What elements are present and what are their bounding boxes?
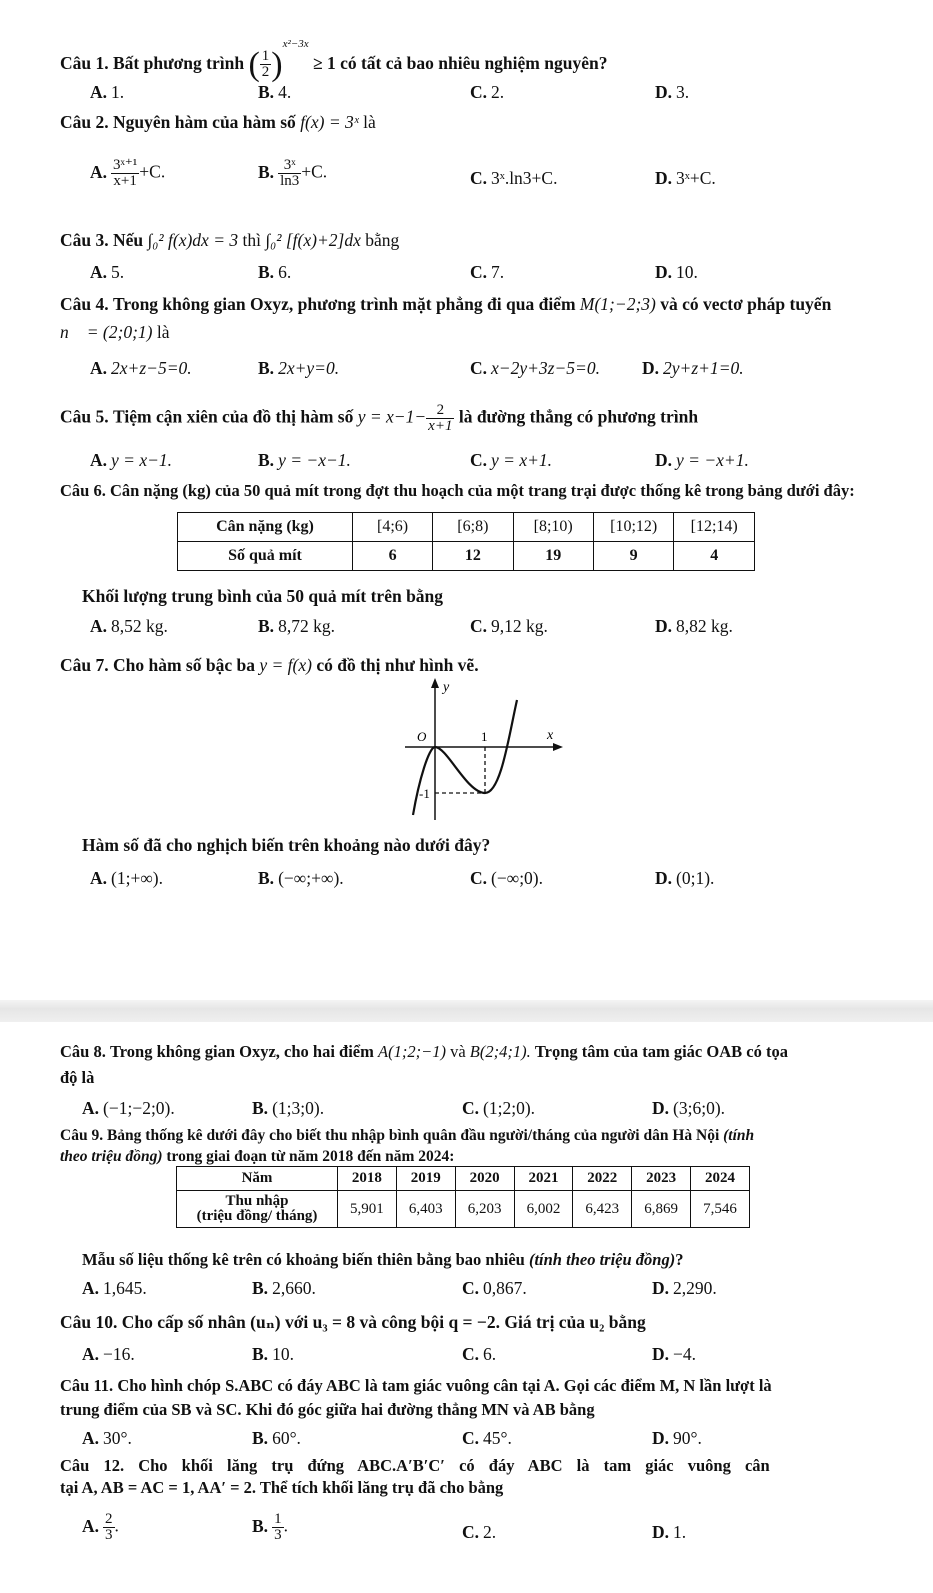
q9-option-a[interactable]: A. 1,645. bbox=[82, 1278, 147, 1298]
q2-stem: Câu 2. Nguyên hàm của hàm số f(x) = 3ˣ là bbox=[60, 112, 376, 132]
q5-option-a[interactable]: A. y = x−1. bbox=[90, 450, 173, 470]
q9-table-cell: 2024 bbox=[691, 1167, 750, 1191]
q2-option-d[interactable]: D. 3ˣ+C. bbox=[655, 168, 716, 188]
q6-option-a[interactable]: A. 8,52 kg. bbox=[90, 616, 168, 636]
q6-table-cell: 9 bbox=[593, 542, 674, 571]
q10-stem: Câu 10. Cho cấp số nhân (uₙ) với u₃ = 8 và công bội q = −2. Giá trị của u₂ bằng bbox=[60, 1312, 646, 1332]
q6-table-cell: [12;14) bbox=[674, 513, 755, 542]
page-separator bbox=[0, 1000, 933, 1022]
q9-table-cell: 6,203 bbox=[455, 1191, 514, 1228]
q8-stem-line2: độ là bbox=[60, 1068, 95, 1087]
q5-option-b[interactable]: B. y = −x−1. bbox=[258, 450, 351, 470]
q4-stem-line2: n⃗ = (2;0;1) là bbox=[60, 322, 170, 342]
q9-table-header-income: Thu nhập (triệu đồng/ tháng) bbox=[177, 1191, 338, 1228]
q4-stem: Câu 4. Trong không gian Oxyz, phương trình mặt phẳng đi qua điểm M(1;−2;3) và có vectơ pháp tuyến bbox=[60, 294, 832, 314]
q7-x-label: x bbox=[547, 728, 554, 743]
q12-option-c[interactable]: C. 2. bbox=[462, 1522, 497, 1542]
q4-option-d[interactable]: D. 2y+z+1=0. bbox=[642, 358, 744, 378]
q8-stem: Câu 8. Trong không gian Oxyz, cho hai điểm A(1;2;−1) và B(2;4;1). Trọng tâm của tam giác OAB có tọa bbox=[60, 1042, 788, 1061]
q9-table-cell: 2018 bbox=[338, 1167, 397, 1191]
q7-origin-label: O bbox=[417, 729, 427, 744]
q8-option-d[interactable]: D. (3;6;0). bbox=[652, 1098, 726, 1118]
q5-option-d[interactable]: D. y = −x+1. bbox=[655, 450, 749, 470]
q9-option-d[interactable]: D. 2,290. bbox=[652, 1278, 717, 1298]
q1-option-c[interactable]: C. 2. bbox=[470, 82, 505, 102]
q6-option-b[interactable]: B. 8,72 kg. bbox=[258, 616, 335, 636]
q6-table-cell: 19 bbox=[513, 542, 593, 571]
q9-table-cell: 6,403 bbox=[396, 1191, 455, 1228]
q6-option-d[interactable]: D. 8,82 kg. bbox=[655, 616, 733, 636]
q9-table-cell: 2023 bbox=[632, 1167, 691, 1191]
q9-table-cell: 2022 bbox=[573, 1167, 632, 1191]
q6-table bbox=[177, 512, 755, 571]
q11-option-b[interactable]: B. 60°. bbox=[252, 1428, 301, 1448]
q5-stem: Câu 5. Tiệm cận xiên của đồ thị hàm số y = x−1− $\frac{2}{x+1}$ là đường thẳng có phương trình bbox=[60, 402, 699, 434]
q7-option-b[interactable]: B. (−∞;+∞). bbox=[258, 868, 344, 888]
q4-option-b[interactable]: B. 2x+y=0. bbox=[258, 358, 340, 378]
q9-table-cell: 6,423 bbox=[573, 1191, 632, 1228]
q9-table bbox=[176, 1166, 750, 1228]
q6-table-cell: [4;6) bbox=[352, 513, 432, 542]
q12-option-d[interactable]: D. 1. bbox=[652, 1522, 687, 1542]
q6-question: Khối lượng trung bình của 50 quả mít trên bằng bbox=[82, 586, 444, 606]
q1-option-b[interactable]: B. 4. bbox=[258, 82, 292, 102]
q4-option-c[interactable]: C. x−2y+3z−5=0. bbox=[470, 358, 600, 378]
q6-table-cell: [8;10) bbox=[513, 513, 593, 542]
q7-y-arrow bbox=[431, 678, 439, 688]
q9-table-cell: 7,546 bbox=[691, 1191, 750, 1228]
q7-tick-neg1: -1 bbox=[419, 786, 430, 801]
q6-table-header-weight: Cân nặng (kg) bbox=[178, 513, 353, 542]
q12-stem-line2: tại A, AB = AC = 1, AA′ = 2. Thể tích khối lăng trụ đã cho bằng bbox=[60, 1478, 504, 1497]
q2-option-c[interactable]: C. 3ˣ.ln3+C. bbox=[470, 168, 558, 188]
q7-question: Hàm số đã cho nghịch biến trên khoảng nào dưới đây? bbox=[82, 835, 491, 855]
q3-option-c[interactable]: C. 7. bbox=[470, 262, 505, 282]
q11-option-c[interactable]: C. 45°. bbox=[462, 1428, 512, 1448]
q3-option-d[interactable]: D. 10. bbox=[655, 262, 698, 282]
q7-option-a[interactable]: A. (1;+∞). bbox=[90, 868, 164, 888]
q9-table-cell: 2019 bbox=[396, 1167, 455, 1191]
q7-option-c[interactable]: C. (−∞;0). bbox=[470, 868, 544, 888]
q11-stem: Câu 11. Cho hình chóp S.ABC có đáy ABC là tam giác vuông cân tại A. Gọi các điểm M, N lần lượt là bbox=[60, 1376, 772, 1395]
q9-table-header-year: Năm bbox=[177, 1167, 338, 1191]
q4-option-a[interactable]: A. 2x+z−5=0. bbox=[90, 358, 192, 378]
q8-option-a[interactable]: A. (−1;−2;0). bbox=[82, 1098, 175, 1118]
q7-y-label: y bbox=[443, 680, 450, 695]
q2-option-a[interactable]: A. $\frac{\text{3ˣ⁺¹}}{x+1}$ +C. bbox=[90, 157, 166, 189]
q3-option-b[interactable]: B. 6. bbox=[258, 262, 292, 282]
q11-stem-line2: trung điểm của SB và SC. Khi đó góc giữa hai đường thẳng MN và AB bằng bbox=[60, 1400, 595, 1419]
q7-graph bbox=[395, 675, 570, 825]
q1-label: Câu 1. bbox=[60, 53, 109, 73]
q9-stem: Câu 9. Bảng thống kê dưới đây cho biết thu nhập bình quân đầu người/tháng của người dân Hà Nội (tính bbox=[60, 1127, 755, 1144]
q9-stem-line2: theo triệu đồng) trong giai đoạn từ năm 2018 đến năm 2024: bbox=[60, 1148, 455, 1165]
q8-option-b[interactable]: B. (1;3;0). bbox=[252, 1098, 325, 1118]
q5-option-c[interactable]: C. y = x+1. bbox=[470, 450, 553, 470]
q7-stem: Câu 7. Cho hàm số bậc ba y = f(x) có đồ thị như hình vẽ. bbox=[60, 655, 479, 675]
q9-option-b[interactable]: B. 2,660. bbox=[252, 1278, 316, 1298]
q9-table-cell: 6,002 bbox=[514, 1191, 573, 1228]
page-bottom bbox=[0, 1022, 933, 1593]
q1-stem: Câu 1. Bất phương trình ( $\frac{1}{2}$ )$^{x^2-3x}$ ≥ 1 có tất cả bao nhiêu nghiệm nguyên? bbox=[60, 38, 608, 83]
q6-table-cell: 6 bbox=[352, 542, 432, 571]
q9-table-cell: 2021 bbox=[514, 1167, 573, 1191]
q6-table-cell: [10;12) bbox=[593, 513, 674, 542]
q9-table-cell: 2020 bbox=[455, 1167, 514, 1191]
q11-option-a[interactable]: A. 30°. bbox=[82, 1428, 132, 1448]
q9-table-cell: 5,901 bbox=[338, 1191, 397, 1228]
q7-x-arrow bbox=[553, 743, 563, 751]
q6-stem: Câu 6. Cân nặng (kg) của 50 quả mít trong đợt thu hoạch của một trang trại được thống kê trong bảng dưới đây: bbox=[60, 481, 855, 500]
q6-table-cell: 4 bbox=[674, 542, 755, 571]
q2-option-b[interactable]: B. $\frac{\text{3ˣ}}{\ln 3}$ +C. bbox=[258, 157, 328, 189]
q3-option-a[interactable]: A. 5. bbox=[90, 262, 125, 282]
q11-option-d[interactable]: D. 90°. bbox=[652, 1428, 702, 1448]
q10-option-a[interactable]: A. −16. bbox=[82, 1344, 135, 1364]
q10-option-c[interactable]: C. 6. bbox=[462, 1344, 497, 1364]
q12-option-a[interactable]: A. $\frac{2}{3}$ . bbox=[82, 1511, 119, 1543]
q9-option-c[interactable]: C. 0,867. bbox=[462, 1278, 527, 1298]
q7-option-d[interactable]: D. (0;1). bbox=[655, 868, 715, 888]
q3-stem: Câu 3. Nếu ∫₀² f(x)dx = 3 thì ∫₀² [f(x)+2]dx bằng bbox=[60, 230, 400, 250]
q10-option-d[interactable]: D. −4. bbox=[652, 1344, 697, 1364]
q6-option-c[interactable]: C. 9,12 kg. bbox=[470, 616, 548, 636]
q6-table-cell: 12 bbox=[433, 542, 513, 571]
q7-tick-1: 1 bbox=[481, 729, 488, 744]
q9-table-cell: 6,869 bbox=[632, 1191, 691, 1228]
q12-option-b[interactable]: B. $\frac{1}{3}$ . bbox=[252, 1511, 288, 1543]
q12-stem: Câu 12. Cho khối lăng trụ đứng ABC.A′B′C′ có đáy ABC là tam giác vuông cân bbox=[60, 1456, 770, 1475]
q1-option-d[interactable]: D. 3. bbox=[655, 82, 690, 102]
q1-option-a[interactable]: A. 1. bbox=[90, 82, 125, 102]
q8-option-c[interactable]: C. (1;2;0). bbox=[462, 1098, 536, 1118]
q9-question: Mẫu số liệu thống kê trên có khoảng biến thiên bằng bao nhiêu (tính theo triệu đồng)? bbox=[82, 1250, 684, 1269]
q10-option-b[interactable]: B. 10. bbox=[252, 1344, 294, 1364]
q6-table-header-count: Số quả mít bbox=[178, 542, 353, 571]
q6-table-cell: [6;8) bbox=[433, 513, 513, 542]
